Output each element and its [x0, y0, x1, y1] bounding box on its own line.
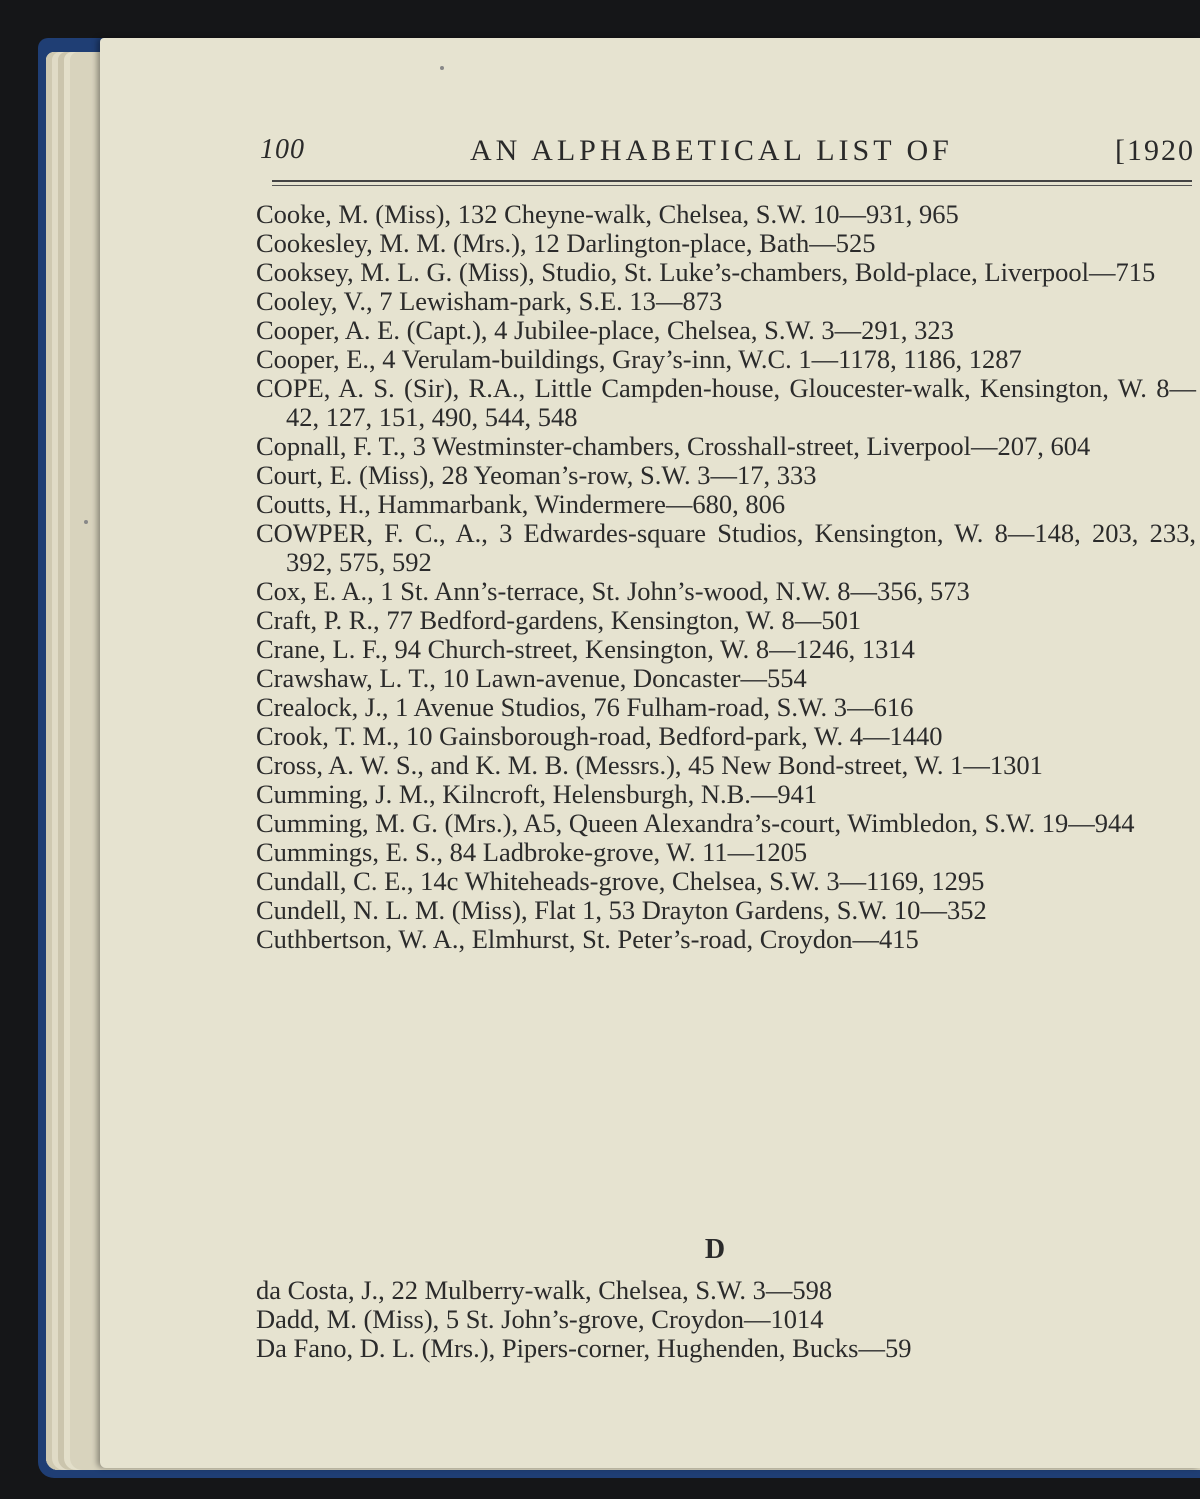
entry-name: Coutts, H., [256, 489, 371, 519]
entry-name: Crealock, J., [256, 692, 389, 722]
list-item [256, 722, 1196, 751]
entry-address: 7 Lewisham-park, S.E. 13 [372, 286, 656, 316]
entry-address: Flat 1, 53 Drayton Gardens, S.W. 10 [527, 895, 921, 925]
entry-name: Cooksey, M. L. G. (Miss), [256, 257, 535, 287]
entry-name: Cooley, V., [256, 286, 373, 316]
entry-name: COWPER, F. C., A., [256, 518, 488, 548]
entry-address: Little Campden-house, Gloucester-walk, Kensington, W. 8 [525, 373, 1170, 403]
entry-numbers: —291, 323 [834, 315, 954, 345]
section-letter-heading: D [704, 1234, 726, 1265]
entry-address: 28 Yeoman’s-row, S.W. 3 [434, 460, 711, 490]
list-item [256, 345, 1196, 374]
list-item [256, 490, 1196, 519]
list-item [256, 838, 1196, 867]
entry-numbers: —207, 604 [971, 431, 1091, 461]
entry-name: Cox, E. A., [256, 576, 374, 606]
entry-address: 132 Cheyne-walk, Chelsea, S.W. 10 [451, 199, 840, 229]
entry-address: 4 Jubilee-place, Chelsea, S.W. 3 [487, 315, 835, 345]
entry-numbers: —873 [655, 286, 723, 316]
entry-address: 3 Westminster-chambers, Crosshall-street, Liverpool [406, 431, 972, 461]
entry-list-c [256, 200, 1196, 954]
entry-numbers: —1169, 1295 [839, 866, 985, 896]
entry-numbers: —1246, 1314 [769, 634, 915, 664]
entry-address: Kilncroft, Helensburgh, N.B. [435, 779, 751, 809]
entry-name: Da Fano, D. L. (Mrs.), [256, 1333, 496, 1363]
entry-numbers: —501 [794, 605, 862, 635]
entry-numbers: —1440 [862, 721, 943, 751]
entry-address: 22 Mulberry-walk, Chelsea, S.W. 3 [384, 1275, 766, 1305]
page-title: AN ALPHABETICAL LIST OF [470, 134, 953, 167]
list-item [256, 287, 1196, 316]
entry-name: Copnall, F. T., [256, 431, 407, 461]
entry-numbers: —42, 127, 151, 490, 544, 548 [286, 373, 1196, 432]
list-item [256, 925, 1196, 954]
page-year: [1920 [1115, 134, 1195, 167]
entry-address: 45 New Bond-street, W. 1 [681, 750, 964, 780]
list-item [256, 577, 1196, 606]
entry-name: Crawshaw, L. T., [256, 663, 436, 693]
entry-numbers: —598 [765, 1275, 833, 1305]
list-item [256, 258, 1196, 287]
entry-name: Cuthbertson, W. A., [256, 924, 466, 954]
entry-name: Crane, L. F., [256, 634, 388, 664]
entry-name: Dadd, M. (Miss), [256, 1304, 440, 1334]
entry-name: Cooper, A. E. (Capt.), [256, 315, 488, 345]
entry-address: 10 Lawn-avenue, Doncaster [435, 663, 741, 693]
entry-address: 4 Verulam-buildings, Gray’s-inn, W.C. 1 [375, 344, 812, 374]
entry-address: Hammarbank, Windermere [370, 489, 666, 519]
entry-address: Pipers-corner, Hughenden, Bucks [495, 1333, 859, 1363]
entry-name: Crook, T. M., [256, 721, 400, 751]
entry-numbers: —352 [920, 895, 987, 925]
list-item [256, 432, 1196, 461]
list-item [256, 229, 1196, 258]
entry-address: 94 Church-street, Kensington, W. 8 [387, 634, 770, 664]
entry-address: 5 St. John’s-grove, Croydon [439, 1304, 745, 1334]
entry-name: Cooper, E., [256, 344, 376, 374]
list-item [256, 896, 1196, 925]
entry-numbers: —944 [1068, 808, 1135, 838]
list-item [256, 751, 1196, 780]
header-rule-thin [272, 185, 1192, 186]
list-item [256, 606, 1196, 635]
list-item [256, 316, 1196, 345]
entry-numbers: —680, 806 [665, 489, 786, 519]
paper-speck [440, 66, 444, 70]
entry-address: 1 Avenue Studios, 76 Fulham-road, S.W. 3 [388, 692, 848, 722]
list-item [256, 1276, 1196, 1305]
entry-address: A5, Queen Alexandra’s-court, Wimbledon, S.W. 19 [518, 808, 1069, 838]
paper-speck [84, 520, 88, 524]
list-item [256, 809, 1196, 838]
list-item [256, 1334, 1196, 1363]
header-rule-thick [272, 180, 1192, 182]
entry-numbers: —715 [1088, 257, 1156, 287]
entry-numbers: —1301 [963, 750, 1043, 780]
entry-name: da Costa, J., [256, 1275, 385, 1305]
entry-numbers: —554 [740, 663, 807, 693]
list-item [256, 461, 1196, 490]
entry-numbers: —415 [852, 924, 919, 954]
entry-name: Cundall, C. E., [256, 866, 414, 896]
entry-numbers: —931, 965 [839, 199, 959, 229]
page-number: 100 [260, 134, 305, 165]
list-item [256, 693, 1196, 722]
entry-address: Elmhurst, St. Peter’s-road, Croydon [465, 924, 853, 954]
entry-address: 12 Darlington-place, Bath [526, 228, 810, 258]
entry-name: Cookesley, M. M. (Mrs.), [256, 228, 527, 258]
list-item [256, 867, 1196, 896]
list-item [256, 374, 1196, 432]
entry-name: Cummings, E. S., [256, 837, 444, 867]
entry-numbers: —1178, 1186, 1287 [811, 344, 1022, 374]
entry-numbers: —1014 [744, 1304, 824, 1334]
entry-address: 14c Whiteheads-grove, Chelsea, S.W. 3 [413, 866, 840, 896]
entry-numbers: —616 [847, 692, 914, 722]
entry-name: Craft, P. R., [256, 605, 380, 635]
page-header [260, 134, 1195, 174]
entry-name: COPE, A. S. (Sir), R.A., [256, 373, 526, 403]
entry-address: 3 Edwardes-square Studios, Kensington, W. 8 [487, 518, 1008, 548]
entry-name: Cooke, M. (Miss), [256, 199, 452, 229]
entry-address: 10 Gainsborough-road, Bedford-park, W. 4 [399, 721, 863, 751]
entry-numbers: —17, 333 [710, 460, 817, 490]
entry-numbers: —525 [809, 228, 876, 258]
list-item [256, 635, 1196, 664]
entry-name: Court, E. (Miss), [256, 460, 435, 490]
entry-numbers: —1205 [727, 837, 808, 867]
entry-numbers: —941 [750, 779, 818, 809]
entry-name: Cundell, N. L. M. (Miss), [256, 895, 528, 925]
list-item [256, 519, 1196, 577]
entry-address: 77 Bedford-gardens, Kensington, W. 8 [379, 605, 795, 635]
list-item [256, 780, 1196, 809]
entry-address: Studio, St. Luke’s-chambers, Bold-place, Liverpool [534, 257, 1089, 287]
entry-name: Cumming, J. M., [256, 779, 436, 809]
list-item [256, 1305, 1196, 1334]
entry-address: 84 Ladbroke-grove, W. 11 [443, 837, 728, 867]
list-item [256, 664, 1196, 693]
entry-address: 1 St. Ann’s-terrace, St. John’s-wood, N.W. 8 [373, 576, 851, 606]
entry-name: Cross, A. W. S., and K. M. B. (Messrs.), [256, 750, 682, 780]
entry-numbers: —148, 203, 233, 392, 575, 592 [286, 518, 1196, 577]
entry-numbers: —356, 573 [850, 576, 970, 606]
list-item [256, 200, 1196, 229]
entry-list-d [256, 1276, 1196, 1363]
entry-name: Cumming, M. G. (Mrs.), [256, 808, 519, 838]
entry-numbers: —59 [858, 1333, 912, 1363]
